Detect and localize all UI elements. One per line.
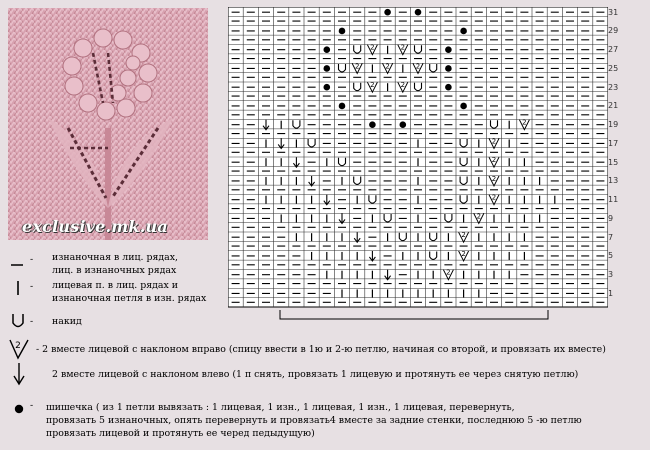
row-number: 19 (608, 120, 619, 130)
row-number: 17 (608, 138, 619, 148)
k2tog-right-number: 2 (370, 81, 375, 90)
k2tog-right-number: 2 (400, 81, 406, 90)
k2tog-right-number: 2 (370, 43, 375, 52)
k2tog-right-symbol-icon (8, 337, 30, 361)
yo-dash: - (30, 316, 34, 327)
repeat-bracket (280, 310, 548, 319)
row-number: 13 (608, 176, 619, 186)
k2tog-right-number: 2 (522, 118, 527, 127)
bobble-symbol-icon (14, 404, 24, 414)
k2tog-right-number: 2 (461, 231, 466, 240)
knitting-chart-grid (228, 7, 608, 325)
bobble-stitch (445, 46, 452, 53)
k2tog-right-number: 2 (491, 156, 497, 165)
k2tog-right-number: 2 (491, 137, 497, 146)
row-number: 21 (608, 101, 619, 111)
bobble-stitch (324, 46, 331, 53)
row-number: 1 (608, 288, 614, 298)
row-number: 29 (608, 26, 619, 36)
row-number: 3 (608, 270, 614, 280)
yarn-over-description: накид (52, 316, 82, 327)
k2tog-right-number: 2 (385, 62, 390, 71)
bobble-stitch (400, 121, 407, 128)
svg-text:2: 2 (15, 341, 21, 351)
k2tog-right-number: 2 (446, 268, 451, 277)
row-number: 25 (608, 63, 619, 73)
yarn-over-symbol-icon (10, 313, 26, 331)
knit-symbol-icon (14, 280, 22, 296)
row-number: 5 (608, 251, 614, 261)
bobble-stitch (339, 103, 346, 110)
k2tog-right-number: 2 (415, 62, 421, 71)
k2tog-right-number: 2 (491, 174, 497, 183)
knit-dash: - (30, 281, 34, 292)
row-number: 31 (608, 7, 619, 17)
k2tog-right-number: 2 (461, 249, 466, 258)
bobble-stitch (460, 28, 467, 35)
row-number: 11 (608, 195, 619, 205)
row-number: 7 (608, 232, 614, 242)
knit-texture (8, 8, 208, 240)
k2tog-right-number: 2 (354, 62, 360, 71)
row-number: 9 (608, 213, 614, 223)
bobble-stitch (415, 9, 422, 16)
knit-description-1: лицевая п. в лиц. рядах и (52, 280, 178, 291)
k2tog-left-symbol-icon (12, 362, 26, 386)
k2tog-right-number: 2 (400, 43, 406, 52)
bobble-stitch (445, 65, 452, 72)
k2tog-left-description: 2 вместе лицевой с наклоном влево (1 п снять, провязать 1 лицевую и протянуть ее через снятую петлю) (52, 369, 579, 380)
bobble-description-3: провязать лицевой и протянуть ее черед педыдущую) (46, 428, 315, 439)
bobble-stitch (460, 103, 467, 110)
bobble-stitch (339, 28, 346, 35)
k2tog-right-description: - 2 вместе лицевой с наклоном вправо (спицу ввести в 1ю и 2-ю петлю, начиная со второй, и провязать их вместе) (36, 344, 606, 355)
bobble-stitch (445, 84, 452, 91)
bobble-stitch (324, 84, 331, 91)
bobble-stitch (384, 9, 391, 16)
knit-description-2: изнаночная петля в изн. рядах (52, 293, 207, 304)
purl-description-2: лиц. в изнаночных рядах (52, 265, 177, 276)
knitting-sample-photo (8, 8, 208, 240)
purl-symbol-icon (10, 260, 24, 270)
bobble-stitch (369, 121, 376, 128)
row-number: 23 (608, 82, 619, 92)
row-number: 27 (608, 45, 619, 55)
purl-dash: - (30, 254, 34, 265)
row-number: 15 (608, 157, 619, 167)
purl-description-1: изнаночная в лиц. рядах, (52, 252, 179, 263)
bobble-description-1: шишечка ( из 1 петли вывязать : 1 лицевая, 1 изн., 1 лицевая, 1 изн., 1 лицевая, перевернуть, (46, 402, 515, 413)
bobble-description-2: провязать 5 изнаночных, опять перевернуть и провязать4 вместе за задние стенки, последнюю 5 -ю петлю (46, 415, 582, 426)
bobble-dash: - (30, 400, 34, 411)
k2tog-right-number: 2 (476, 212, 482, 221)
watermark-text: exclusive.mk.ua (22, 217, 168, 236)
bobble-stitch (324, 65, 331, 72)
k2tog-right-number: 2 (491, 193, 497, 202)
